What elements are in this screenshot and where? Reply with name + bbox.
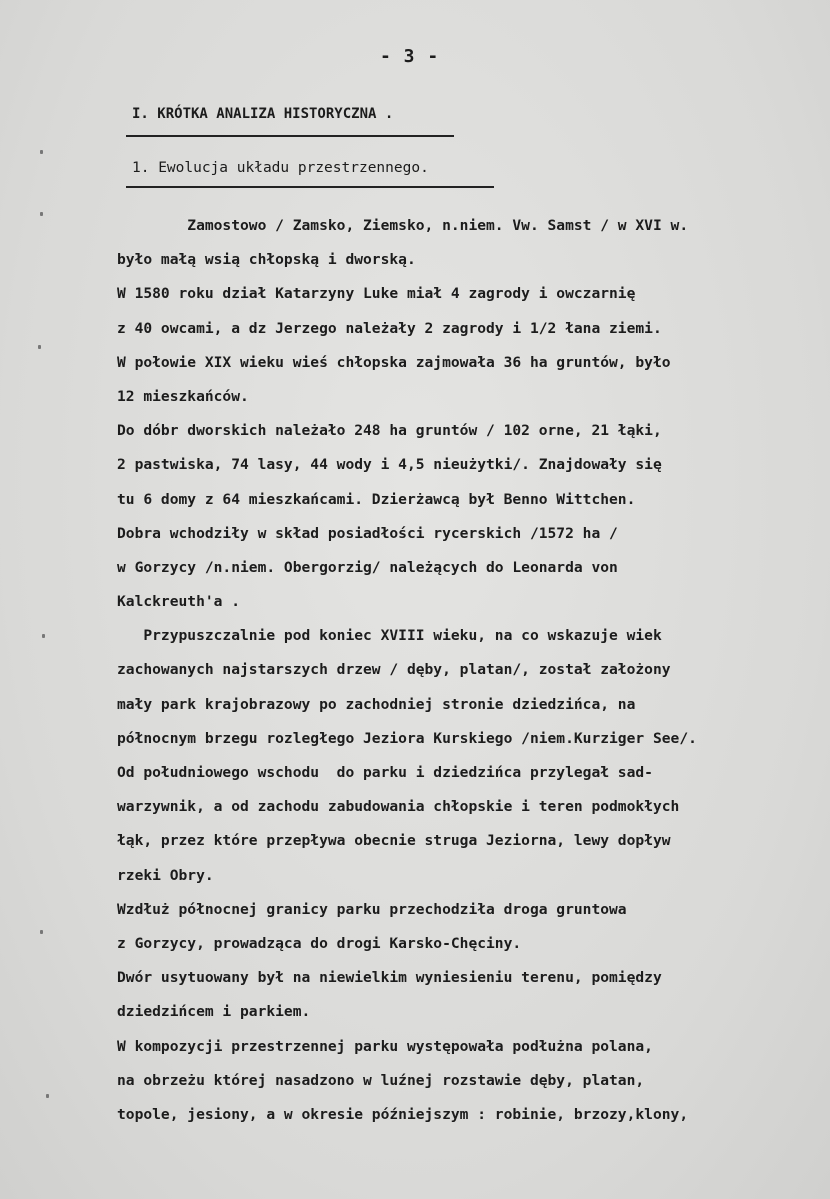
text-line: warzywnik, a od zachodu zabudowania chłopskie i teren podmokłych xyxy=(117,798,680,816)
page-number: - 3 - xyxy=(380,46,440,67)
text-line: 2 pastwiska, 74 lasy, 44 wody i 4,5 nieużytki/. Znajdowały się xyxy=(117,456,662,474)
scan-speck xyxy=(40,930,43,934)
text-line: łąk, przez które przepływa obecnie struga Jeziorna, lewy dopływ xyxy=(117,832,671,850)
section-heading-underline xyxy=(126,186,494,188)
scan-speck xyxy=(46,1094,49,1098)
text-line: z 40 owcami, a dz Jerzego należały 2 zagrody i 1/2 łana ziemi. xyxy=(117,319,662,337)
text-line: mały park krajobrazowy po zachodniej stronie dziedzińca, na xyxy=(117,695,636,713)
section-heading: 1. Ewolucja układu przestrzennego. xyxy=(132,160,429,176)
scan-speck xyxy=(40,150,43,154)
chapter-heading: I. KRÓTKA ANALIZA HISTORYCZNA . xyxy=(132,106,394,122)
text-line: Dobra wchodziły w skład posiadłości rycerskich /1572 ha / xyxy=(117,524,618,542)
body-text xyxy=(117,209,817,1132)
text-line: rzeki Obry. xyxy=(117,866,214,884)
text-line: W połowie XIX wieku wieś chłopska zajmowała 36 ha gruntów, było xyxy=(117,353,671,371)
text-line: zachowanych najstarszych drzew / dęby, platan/, został założony xyxy=(117,661,671,679)
text-line: topole, jesiony, a w okresie późniejszym : robinie, brzozy,klony, xyxy=(117,1105,689,1123)
text-line: Do dóbr dworskich należało 248 ha gruntów / 102 orne, 21 łąki, xyxy=(117,422,662,440)
text-line: północnym brzegu rozległego Jeziora Kurskiego /niem.Kurziger See/. xyxy=(117,729,697,747)
scan-speck xyxy=(42,634,45,638)
text-line: Wzdłuż północnej granicy parku przechodziła droga gruntowa xyxy=(117,900,627,918)
text-line: dziedzińcem i parkiem. xyxy=(117,1003,311,1021)
text-line: W 1580 roku dział Katarzyny Luke miał 4 zagrody i owczarnię xyxy=(117,285,636,303)
scan-speck xyxy=(40,212,43,216)
text-line: Kalckreuth'a . xyxy=(117,593,241,611)
text-line: Przypuszczalnie pod koniec XVIII wieku, na co wskazuje wiek xyxy=(117,627,662,645)
text-line: w Gorzycy /n.niem. Obergorzig/ należących do Leonarda von xyxy=(117,558,618,576)
scan-speck xyxy=(38,345,41,349)
text-line: z Gorzycy, prowadząca do drogi Karsko-Chęciny. xyxy=(117,934,522,952)
chapter-heading-underline xyxy=(126,135,454,137)
text-line: W kompozycji przestrzennej parku występowała podłużna polana, xyxy=(117,1037,653,1055)
text-line: Dwór usytuowany był na niewielkim wyniesieniu terenu, pomiędzy xyxy=(117,969,662,987)
text-line: na obrzeżu której nasadzono w luźnej rozstawie dęby, platan, xyxy=(117,1071,645,1089)
text-line: było małą wsią chłopską i dworską. xyxy=(117,251,416,269)
text-line: Zamostowo / Zamsko, Ziemsko, n.niem. Vw. Samst / w XVI w. xyxy=(117,217,689,234)
text-line: Od południowego wschodu do parku i dziedzińca przylegał sad- xyxy=(117,764,653,781)
text-line: tu 6 domy z 64 mieszkańcami. Dzierżawcą był Benno Wittchen. xyxy=(117,490,636,508)
text-line: 12 mieszkańców. xyxy=(117,387,249,405)
